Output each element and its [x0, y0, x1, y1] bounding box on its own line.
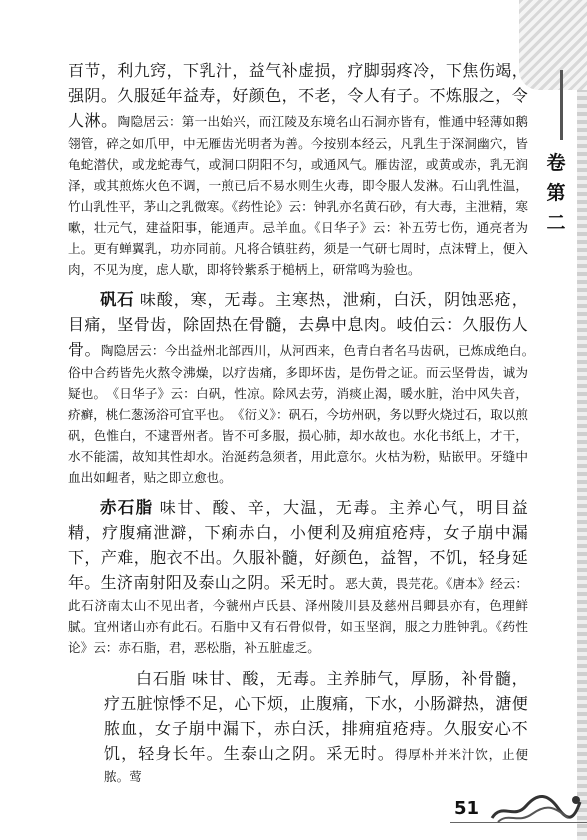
- side-title-char-2: 第: [546, 182, 566, 204]
- chapter-side-title: [543, 148, 569, 238]
- paragraph-zhongru: [68, 58, 528, 280]
- main-text: 味酸，寒，无毒。主寒热，泄痢，白沃，阴蚀恶疮，目痛，坚骨齿，除固热在骨髓，去鼻中息肉。岐伯云：久服伤人骨。: [68, 290, 528, 359]
- entry-term: 矾石: [100, 290, 135, 309]
- annotation-text: 陶隐居云：今出益州北部西川，从河西来，色青白者名马齿矾，已炼成绝白。 俗中合药皆先火熬令沸燥，以疗齿痛，多即坏齿，是伤骨之证。而云坚骨齿，诚为疑也。 《日华子》云：白矾，性凉。除风去劳，消痰止渴，暖水脏，治中风失音，疥癣，桃仁葱汤浴可宜平也。 《衍义》：矾石，今坊州矾，务以野火烧过石，取以煎矾，色惟白，不逮晋州者。皆不可多服，损心肺，却水故也。水化书纸上，才干，水不能濡，故知其性却水。治涎药急须者，用此意尔。火枯为粉，贴嵌甲。牙缝中血出如衄者，贴之即立愈也。: [68, 343, 541, 485]
- main-text: 味甘、酸，无毒。主养肺气，厚肠，补骨髓，疗五脏惊悸不足，心下烦，止腹痛，下水，小肠澼热，溏便脓血，女子崩中漏下，赤白沃，排痈疽疮痔。久服安心不饥，轻身长年。生泰山之阴。采无时。: [104, 669, 528, 763]
- text-column: [68, 58, 541, 787]
- entry-term: 赤石脂: [100, 498, 154, 517]
- paragraph-fanshi: [68, 286, 541, 488]
- main-text: 味甘、酸、辛，大温，无毒。主养心气，明目益精，疗腹痛泄澼，下痢赤白，小便利及痈疽疮痔，女子崩中漏下，产难，胞衣不出。久服补髓，好颜色，益智，不饥，轻身延年。生济南射阳及泰山之阴。采无时。: [68, 498, 528, 592]
- paragraph-baishizhi: [68, 666, 528, 787]
- annotation-text: 得厚朴并米汁饮，止便脓。莺: [104, 747, 529, 784]
- decorative-border: [577, 0, 587, 840]
- dragon-ornament-icon: [488, 790, 583, 826]
- paragraph-chishizhi: [68, 494, 528, 658]
- side-title-char-1: 卷: [546, 152, 566, 174]
- main-text: 百节，利九窍，下乳汁，益气补虚损，疗脚弱疼冷，下焦伤竭，强阴。久服延年益寿，好颜色，不老，令人有子。不炼服之，令人淋。: [68, 61, 528, 130]
- decorative-frame: [530, 70, 563, 140]
- page-number: 51: [454, 798, 480, 819]
- annotation-text: 陶隐居云：第一出始兴，而江陵及东境名山石洞亦皆有，惟通中轻薄如鹅翎管，碎之如爪甲，中无雁齿光明者为善。今按别本经云，凡乳生于深洞幽穴，皆龟蛇潜伏，或龙蛇毒气，或洞口阴阳不匀，或通风气。雁齿涩，或黄或赤，乳无润泽，或其煎炼火色不调，一煎已后不易水则生火毒，即令服人发淋。石山乳性温，竹山乳性平，茅山之乳微寒。《药性论》云：钟乳亦名黄石砂，有大毒，主泄精，寒嗽，壮元气，建益阳事，能通声。忌羊血。《日华子》云：补五劳七伤，通亮者为上。更有蝉翼乳，功亦同前。凡将合镇驻药，须是一气研七周时，点沫臂上，便入肉，不见为度，虑人歇，即将铃紫系于槌柄上，研常鸣为验也。: [68, 114, 529, 277]
- side-title-char-3: 二: [546, 212, 566, 234]
- entry-term: 白石脂: [136, 669, 187, 688]
- annotation-text: 恶大黄，畏芫花。《唐本》经云：此石济南太山不见出者，今虢州卢氏县、泽州陵川县及慈州吕卿县亦有，色理鲜腻。宜州诸山亦有此石。石脂中又有石骨似骨，如玉坚润，服之力胜钟乳。《药性论》云：赤石脂，君，恶松脂，补五脏虚乏。: [68, 576, 528, 655]
